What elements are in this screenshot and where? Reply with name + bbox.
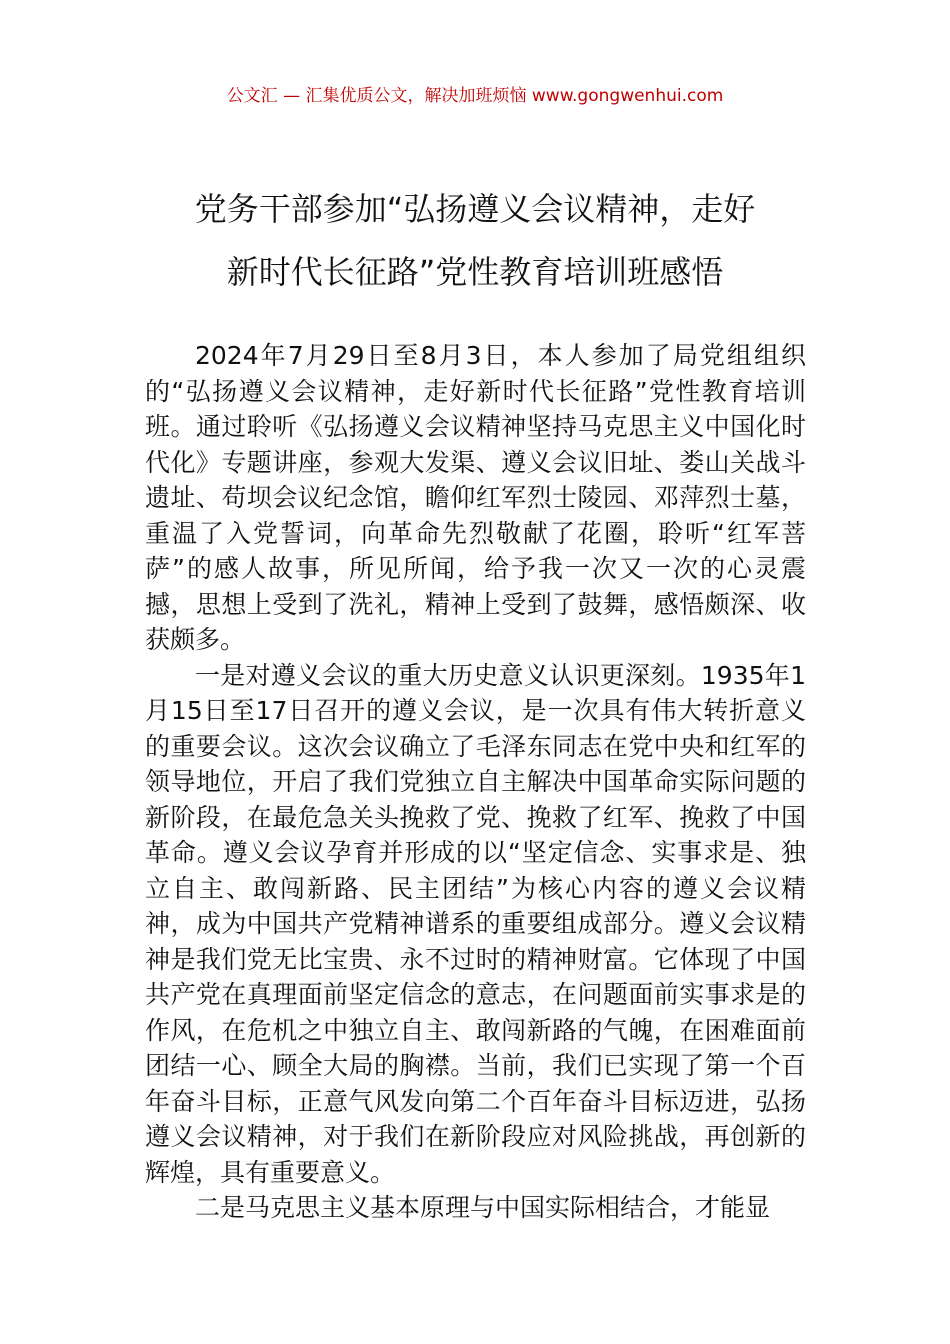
paragraph-intro: 2024年7月29日至8月3日，本人参加了局党组组织的“弘扬遵义会议精神，走好新时代长征路”党性教育培训班。通过聆听《弘扬遵义会议精神坚持马克思主义中国化时代化》专题讲座，参观大发渠、遵义会议旧址、娄山关战斗遗址、苟坝会议纪念馆，瞻仰红军烈士陵园、邓萍烈士墓，重温了入党誓词，向革命先烈敬献了花圈，聆听“红军菩萨”的感人故事，所见所闻，给予我一次又一次的心灵震撼，思想上受到了洗礼，精神上受到了鼓舞，感悟颇深、收获颇多。 <box>145 341 806 654</box>
document-body <box>145 338 806 1226</box>
title-line-2: 新时代长征路”党性教育培训班感悟 <box>226 253 724 291</box>
paragraph-point-one: 一是对遵义会议的重大历史意义认识更深刻。1935年1月15日至17日召开的遵义会议，是一次具有伟大转折意义的重要会议。这次会议确立了毛泽东同志在党中央和红军的领导地位，开启了我们党独立自主解决中国革命实际问题的新阶段，在最危急关头挽救了党、挽救了红军、挽救了中国革命。遵义会议孕育并形成的以“坚定信念、实事求是、独立自主、敢闯新路、民主团结”为核心内容的遵义会议精神，成为中国共产党精神谱系的重要组成部分。遵义会议精神是我们党无比宝贵、永不过时的精神财富。它体现了中国共产党在真理面前坚定信念的意志，在问题面前实事求是的作风，在危机之中独立自主、敢闯新路的气魄，在困难面前团结一心、顾全大局的胸襟。当前，我们已实现了第一个百年奋斗目标，正意气风发向第二个百年奋斗目标迈进，弘扬遵义会议精神，对于我们在新阶段应对风险挑战，再创新的辉煌，具有重要意义。 <box>145 660 806 1187</box>
paragraph-point-two: 二是马克思主义基本原理与中国实际相结合，才能显 <box>195 1193 771 1222</box>
title-line-1: 党务干部参加“弘扬遵义会议精神，走好 <box>194 190 756 228</box>
document-title <box>140 178 810 304</box>
watermark-header: 公文汇 — 汇集优质公文，解决加班烦恼 www.gongwenhui.com <box>226 86 724 106</box>
